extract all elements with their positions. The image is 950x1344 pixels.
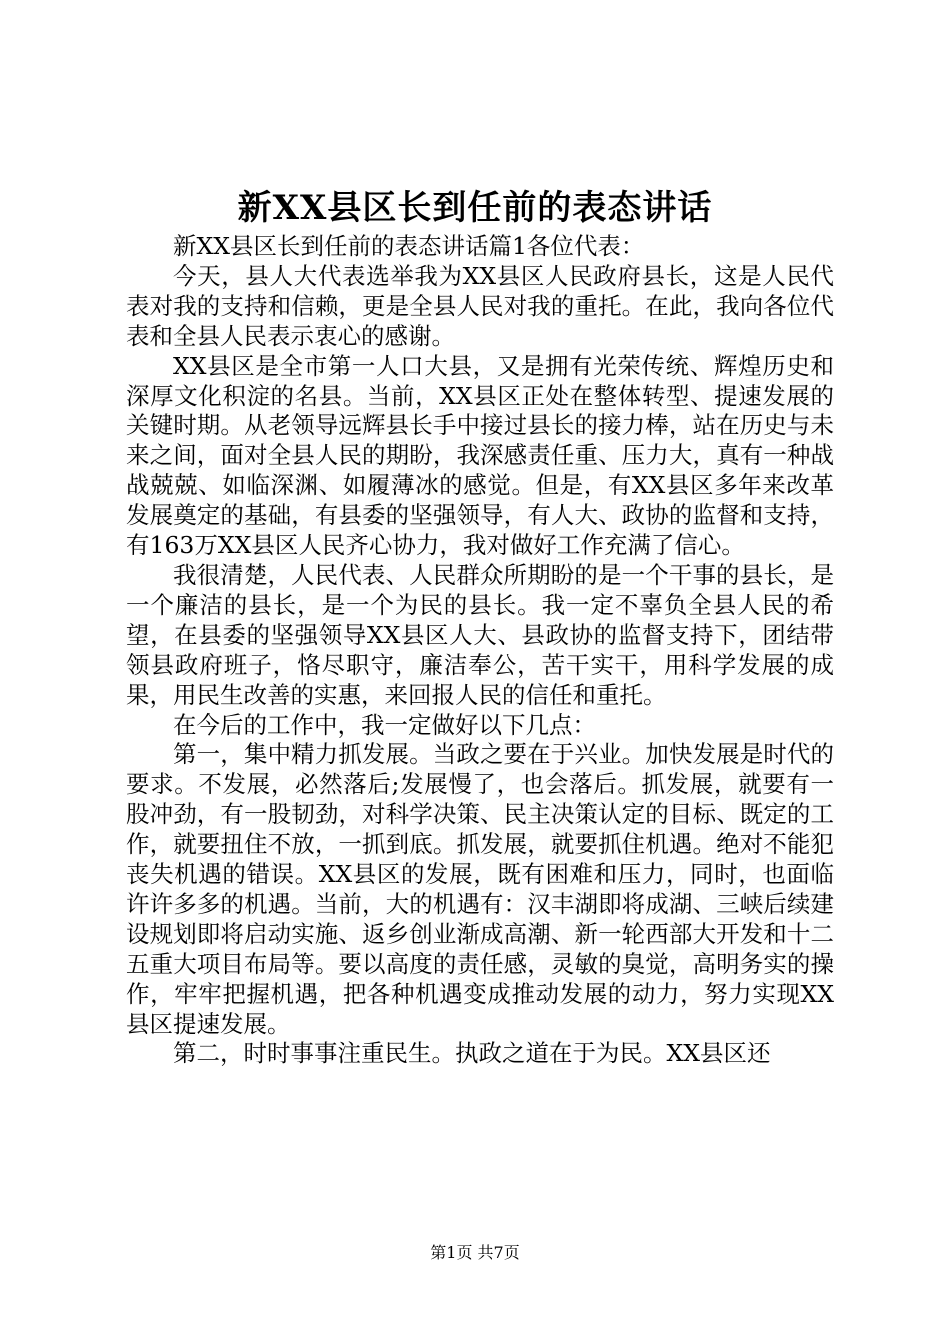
paragraph: 新XX县区长到任前的表态讲话篇1各位代表： [173,232,645,260]
page-footer: 第1页 共7页 [430,1243,520,1262]
paragraph: 在今后的工作中，我一定做好以下几点： [173,710,596,739]
document-body [126,232,834,1069]
paragraph: XX县区是全市第一人口大县，又是拥有光荣传统、辉煌历史和深厚文化积淀的名县。当前，XX县区正处在整体转型、提速发展的关键时期。从老领导远辉县长手中接过县长的接力棒，站在历史与未来之间，面对全县人民的期盼，我深感责任重、压力大，真有一种战战兢兢、如临深渊、如履薄冰的感觉。但是，有XX县区多年来改革发展奠定的基础，有县委的坚强领导，有人大、政协的监督和支持，有163万XX县区人民齐心协力，我对做好工作充满了信心。 [126,351,834,560]
paragraph: 第二，时时事事注重民生。执政之道在于为民。XX县区还 [173,1039,771,1068]
paragraph: 今天，县人大代表选举我为XX县区人民政府县长，这是人民代表对我的支持和信赖，更是全县人民对我的重托。在此，我向各位代表和全县人民表示衷心的感谢。 [126,261,834,350]
paragraph: 第一，集中精力抓发展。当政之要在于兴业。加快发展是时代的要求。不发展，必然落后;发展慢了，也会落后。抓发展，就要有一股冲劲，有一股韧劲，对科学决策、民主决策认定的目标、既定的工作，就要扭住不放，一抓到底。抓发展，就要抓住机遇。绝对不能犯丧失机遇的错误。XX县区的发展，既有困难和压力，同时，也面临许许多多的机遇。当前，大的机遇有：汉丰湖即将成湖、三峡后续建设规划即将启动实施、返乡创业渐成高潮、新一轮西部大开发和十二五重大项目布局等。要以高度的责任感，灵敏的臭觉，高明务实的操作，牢牢把握机遇，把各种机遇变成推动发展的动力，努力实现XX县区提速发展。 [126,740,834,1038]
paragraph: 我很清楚，人民代表、人民群众所期盼的是一个干事的县长，是一个廉洁的县长，是一个为民的县长。我一定不辜负全县人民的希望，在县委的坚强领导XX县区人大、县政协的监督支持下，团结带领县政府班子，恪尽职守，廉洁奉公，苦干实干，用科学发展的成果，用民生改善的实惠，来回报人民的信任和重托。 [126,560,834,709]
document-title: 新XX县区长到任前的表态讲话 [237,188,713,228]
